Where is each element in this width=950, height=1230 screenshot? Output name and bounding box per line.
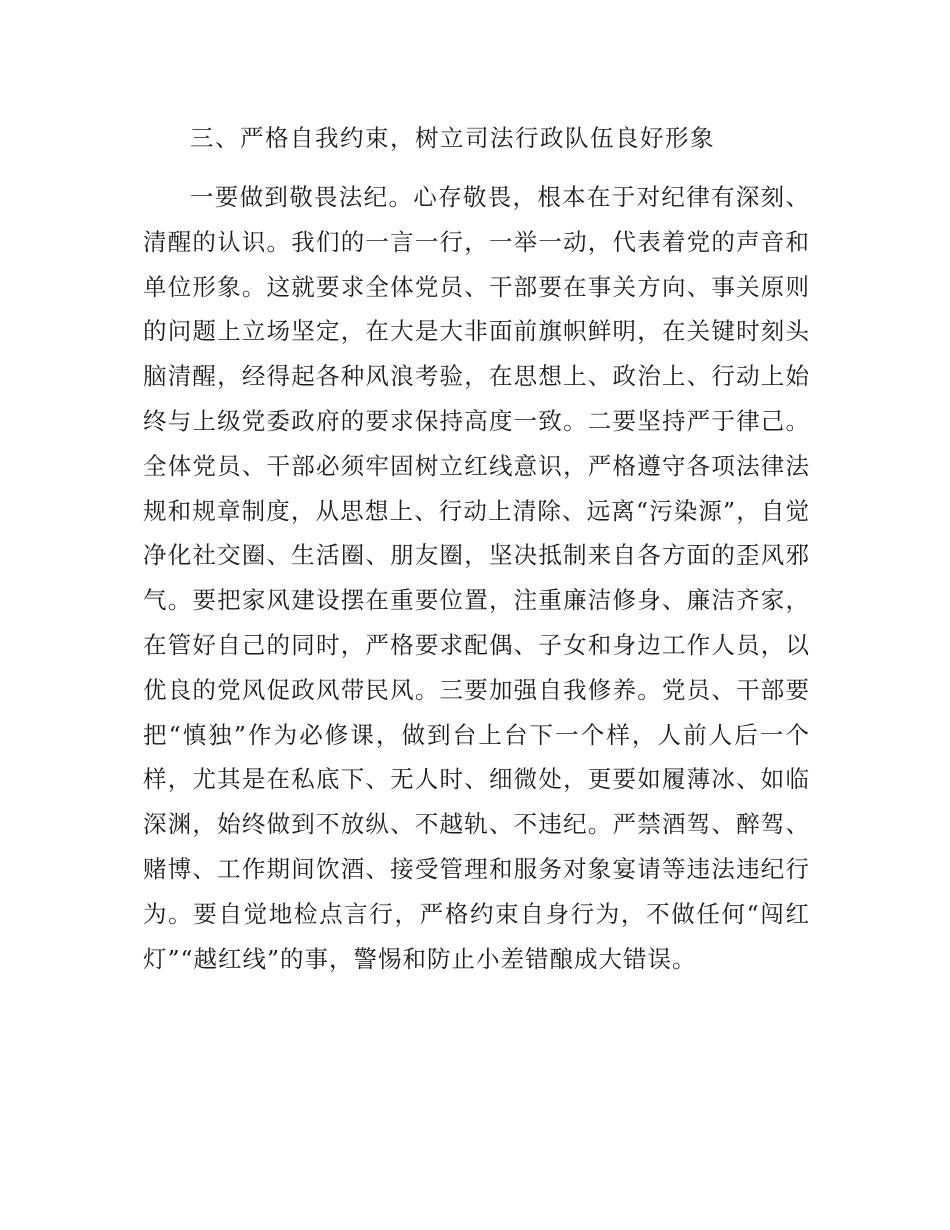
- section-heading: 三、严格自我约束，树立司法行政队伍良好形象: [190, 124, 715, 152]
- document-body: [143, 116, 810, 981]
- body-paragraph: 一要做到敬畏法纪。心存敬畏，根本在于对纪律有深刻、清醒的认识。我们的一言一行，一举一动，代表着党的声音和单位形象。这就要求全体党员、干部要在事关方向、事关原则的问题上立场坚定，在大是大非面前旗帜鲜明，在关键时刻头脑清醒，经得起各种风浪考验，在思想上、政治上、行动上始终与上级党委政府的要求保持高度一致。二要坚持严于律己。全体党员、干部必须牢固树立红线意识，严格遵守各项法律法规和规章制度，从思想上、行动上清除、远离“污染源”，自觉净化社交圈、生活圈、朋友圈，坚决抵制来自各方面的歪风邪气。要把家风建设摆在重要位置，注重廉洁修身、廉洁齐家，在管好自己的同时，严格要求配偶、子女和身边工作人员，以优良的党风促政风带民风。三要加强自我修养。党员、干部要把“慎独”作为必修课，做到台上台下一个样，人前人后一个样，尤其是在私底下、无人时、细微处，更要如履薄冰、如临深渊，始终做到不放纵、不越轨、不违纪。严禁酒驾、醉驾、赌博、工作期间饮酒、接受管理和服务对象宴请等违法违纪行为。要自觉地检点言行，严格约束自身行为，不做任何“闯红灯”“越红线”的事，警惕和防止小差错酿成大错误。: [143, 183, 810, 973]
